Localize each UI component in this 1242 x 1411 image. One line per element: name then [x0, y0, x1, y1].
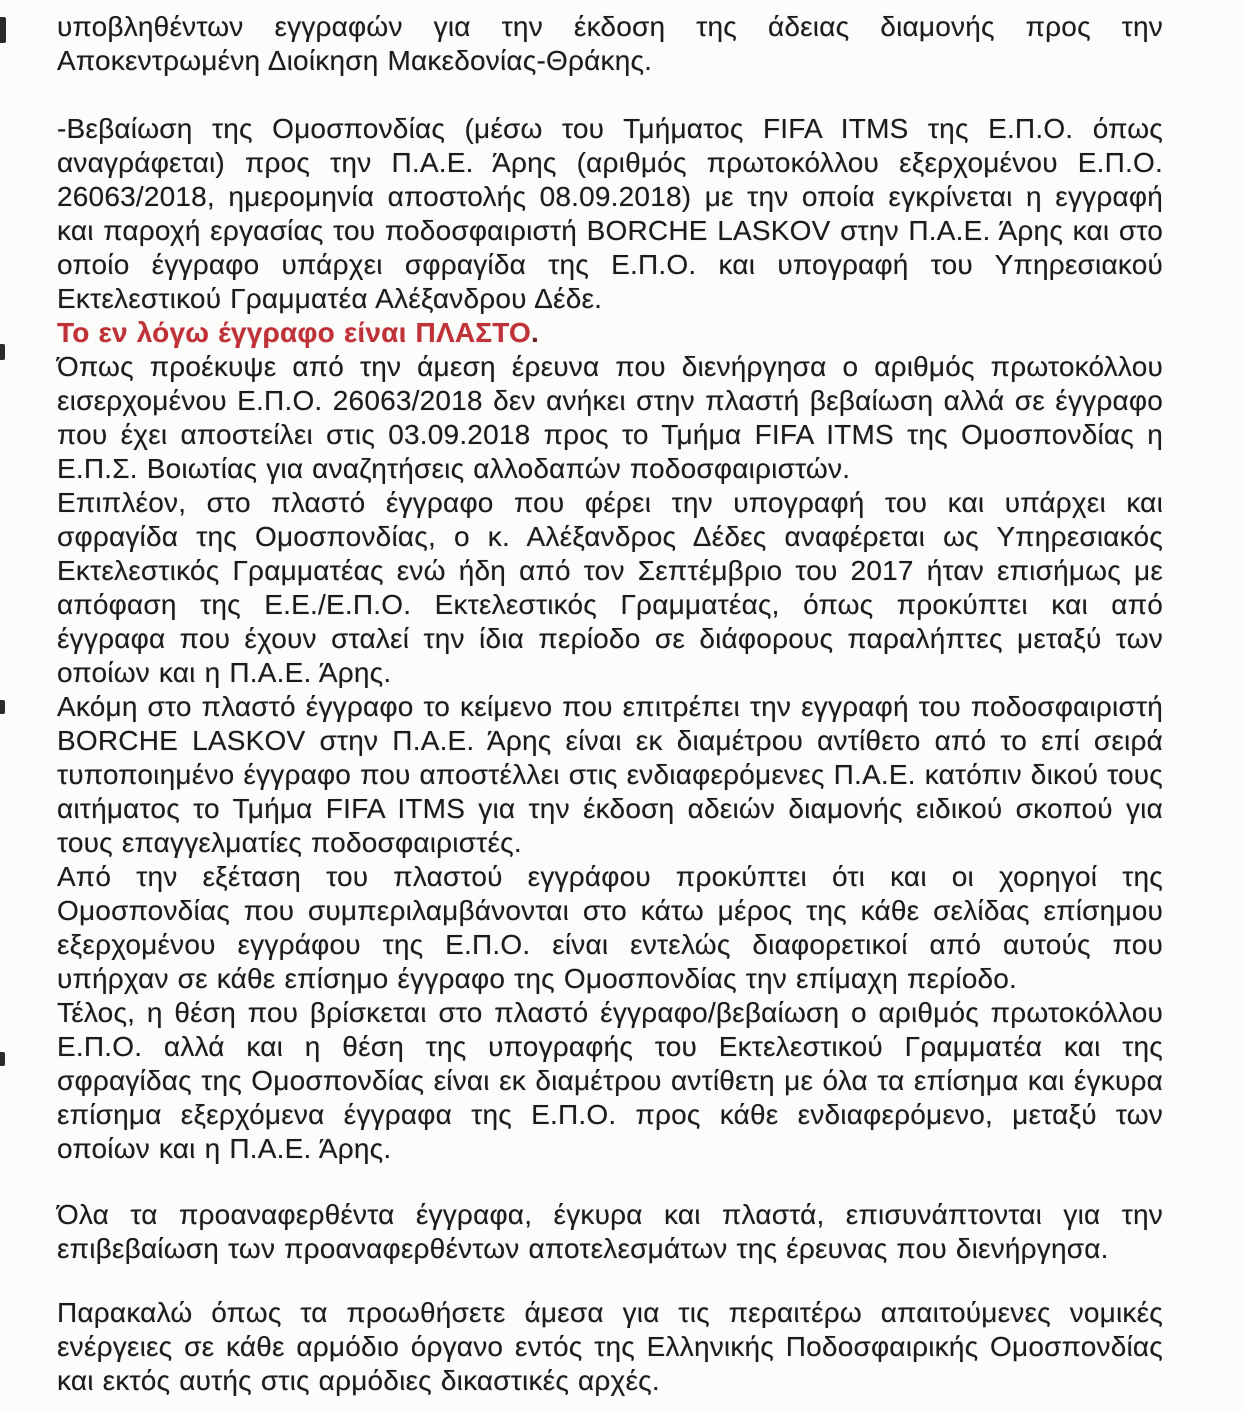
paragraph-certification: -Βεβαίωση της Ομοσπονδίας (μέσω του Τμήματος FIFA ITMS της Ε.Π.Ο. όπως αναγράφεται) προς την Π.Α.Ε. Άρης (αριθμός πρωτοκόλλου εξερχομένου Ε.Π.Ο. 26063/2018, ημερομηνία αποστολής 08.09.2018) με την οποία εγκρίνεται η εγγραφή και παροχή εργασίας του ποδοσφαιριστή BORCHE LASKOV στην Π.Α.Ε. Άρης και στο οποίο έγγραφο υπάρχει σφραγίδα της Ε.Π.Ο. και υπογραφή του Υπηρεσιακού Εκτελεστικού Γραμματέα Αλέξανδρου Δέδε. — [57, 113, 1163, 314]
scan-artifact — [0, 17, 6, 43]
paragraph-signature-finding: Επιπλέον, στο πλαστό έγγραφο που φέρει την υπογραφή του και υπάρχει και σφραγίδα της Ομοσπονδίας, ο κ. Αλέξανδρος Δέδες αναφέρεται ως Υπηρεσιακός Εκτελεστικός Γραμματέας ενώ ήδη από τον Σεπτέμβριο του 2017 ήταν επισήμως με απόφαση της Ε.Ε./Ε.Π.Ο. Εκτελεστικός Γραμματέας, όπως προκύπτει και από έγγραφα που έχουν σταλεί την ίδια περίοδο σε διάφορους παραλήπτες μεταξύ των οποίων και η Π.Α.Ε. Άρης. — [57, 487, 1163, 688]
paragraph-sponsors-finding: Από την εξέταση του πλαστού εγγράφου προκύπτει ότι και οι χορηγοί της Ομοσπονδίας που συμπεριλαμβάνονται στο κάτω μέρος της κάθε σελίδας επίσημου εξερχομένου εγγράφου της Ε.Π.Ο. είναι εντελώς διαφορετικοί από αυτούς που υπήρχαν σε κάθε επίσημο έγγραφο της Ομοσπονδίας την επίμαχη περίοδο. — [57, 861, 1163, 994]
scan-artifact — [0, 700, 5, 714]
forged-verdict-period: . — [531, 317, 540, 348]
paragraph-attachments: Όλα τα προαναφερθέντα έγγραφα, έγκυρα και πλαστά, επισυνάπτονται για την επιβεβαίωση των προαναφερθέντων αποτελεσμάτων της έρευνας που διενήργησα. — [57, 1199, 1163, 1264]
paragraph-continuation: υποβληθέντων εγγραφών για την έκδοση της άδειας διαμονής προς την Αποκεντρωμένη Διοίκηση Μακεδονίας-Θράκης. — [57, 11, 1163, 76]
paragraph-text-contradiction: Ακόμη στο πλαστό έγγραφο το κείμενο που επιτρέπει την εγγραφή του ποδοσφαιριστή BORCHE LASKOV στην Π.Α.Ε. Άρης είναι εκ διαμέτρου αντίθετο από το επί σειρά τυποποιημένο έγγραφο που αποστέλλει στις ενδιαφερόμενες Π.Α.Ε. κατόπιν δικού τους αιτήματος το Τμήμα FIFA ITMS για την έκδοση αδειών διαμονής ειδικού σκοπού για τους επαγγελματίες ποδοσφαιριστές. — [57, 691, 1163, 858]
scan-artifact — [0, 1052, 5, 1066]
paragraph-position-finding: Τέλος, η θέση που βρίσκεται στο πλαστό έγγραφο/βεβαίωση ο αριθμός πρωτοκόλλου Ε.Π.Ο. αλλά και η θέση της υπογραφής του Εκτελεστικού Γραμματέα και της σφραγίδας της Ομοσπονδίας είναι εκ διαμέτρου αντίθετη με όλα τα επίσημα και έγκυρα επίσημα εξερχόμενα έγγραφα της Ε.Π.Ο. προς κάθε ενδιαφερόμενο, μεταξύ των οποίων και η Π.Α.Ε. Άρης. — [57, 997, 1163, 1164]
paragraph-forged-verdict — [57, 316, 1163, 350]
paragraph-protocol-finding: Όπως προέκυψε από την άμεση έρευνα που διενήργησα ο αριθμός πρωτοκόλλου εισερχομένου Ε.Π.Ο. 26063/2018 δεν ανήκει στην πλαστή βεβαίωση αλλά σε έγγραφο που έχει αποστείλει στις 03.09.2018 προς το Τμήμα FIFA ITMS της Ομοσπονδίας η Ε.Π.Σ. Βοιωτίας για αναζητήσεις αλλοδαπών ποδοσφαιριστών. — [57, 351, 1163, 484]
forged-verdict-text: Το εν λόγω έγγραφο είναι ΠΛΑΣΤΟ — [57, 317, 532, 348]
scan-artifact — [0, 344, 5, 360]
paragraph-request: Παρακαλώ όπως τα προωθήσετε άμεσα για τις περαιτέρω απαιτούμενες νομικές ενέργειες σε κάθε αρμόδιο όργανο εντός της Ελληνικής Ποδοσφαιρικής Ομοσπονδίας και εκτός αυτής στις αρμόδιες δικαστικές αρχές. — [57, 1297, 1163, 1396]
